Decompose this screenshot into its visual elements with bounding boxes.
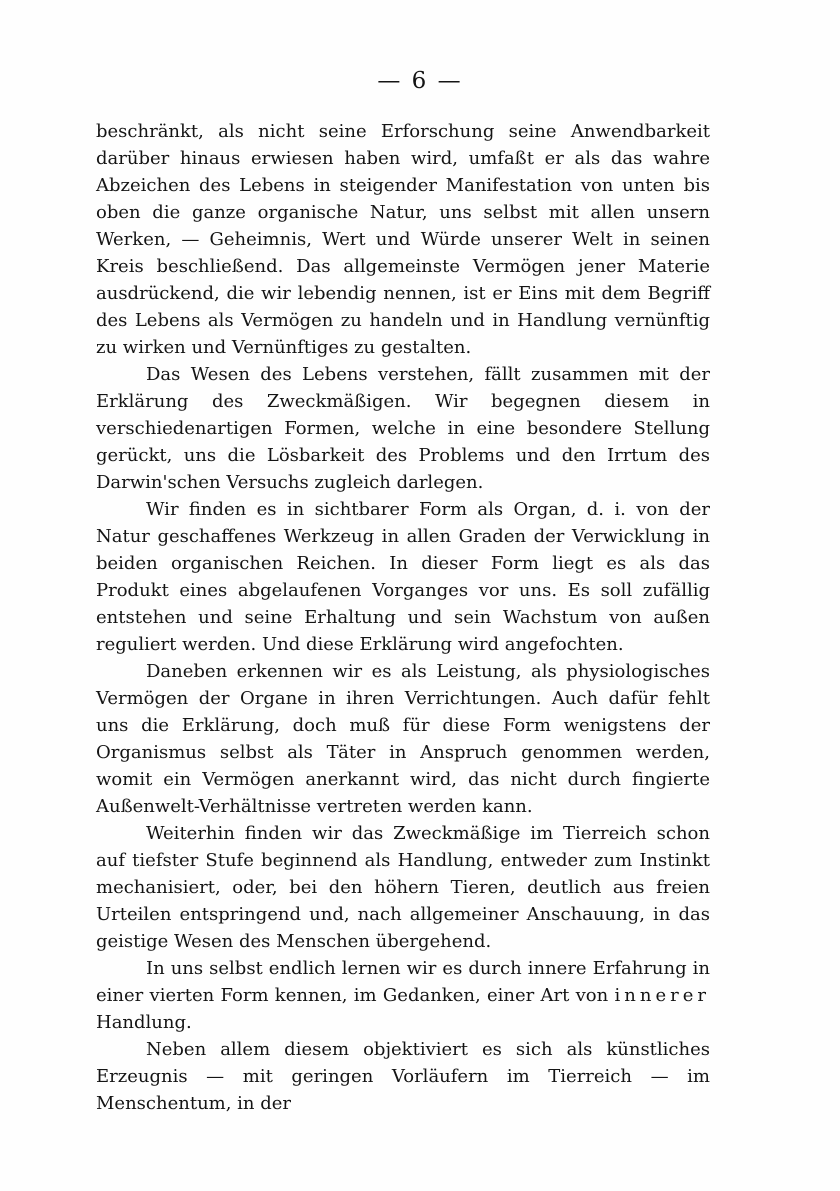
- paragraph-5: Weiterhin finden wir das Zweckmäßige im Tierreich schon auf tiefster Stufe beginnend als Handlung, entweder zum Instinkt mechanisiert, oder, bei den höhern Tieren, deutlich aus freien Urteilen entspringend und, nach allgemeiner Anschauung, in das geistige Wesen des Menschen übergehend.: [96, 823, 710, 952]
- paragraph-6-text-after: Handlung.: [96, 1012, 192, 1033]
- paragraph-6-text-before: In uns selbst endlich lernen wir es durch innere Erfahrung in einer vierten Form kennen, im Gedanken, einer Art von: [96, 958, 710, 1006]
- paragraph-3: Wir finden es in sichtbarer Form als Organ, d. i. von der Natur geschaffenes Werkzeug in allen Graden der Verwicklung in beiden organischen Reichen. In dieser Form liegt es als das Produkt eines abgelaufenen Vorganges vor uns. Es soll zufällig entstehen und seine Erhaltung und sein Wachstum von außen reguliert werden. Und diese Erklärung wird angefochten.: [96, 499, 710, 655]
- paragraph-6: [96, 955, 710, 1036]
- body-text: [96, 118, 710, 1117]
- paragraph-7: Neben allem diesem objektiviert es sich als künstliches Erzeugnis — mit geringen Vorläufern im Tierreich — im Menschentum, in der: [96, 1039, 710, 1114]
- page-number: — 6 —: [377, 68, 463, 94]
- emphasized-word: innerer: [614, 985, 710, 1006]
- paragraph-4: Daneben erkennen wir es als Leistung, als physiologisches Vermögen der Organe in ihren Verrichtungen. Auch dafür fehlt uns die Erklärung, doch muß für diese Form wenigstens der Organismus selbst als Täter in Anspruch genommen werden, womit ein Vermögen anerkannt wird, das nicht durch fingierte Außenwelt-Verhältnisse vertreten werden kann.: [96, 661, 710, 817]
- paragraph-1: beschränkt, als nicht seine Erforschung seine Anwendbarkeit darüber hinaus erwiesen haben wird, umfaßt er als das wahre Abzeichen des Lebens in steigender Manifestation von unten bis oben die ganze organische Natur, uns selbst mit allen unsern Werken, — Geheimnis, Wert und Würde unserer Welt in seinen Kreis beschließend. Das allgemeinste Vermögen jener Materie ausdrückend, die wir lebendig nennen, ist er Eins mit dem Begriff des Lebens als Vermögen zu handeln und in Handlung vernünftig zu wirken und Vernünftiges zu gestalten.: [96, 121, 710, 358]
- paragraph-2: Das Wesen des Lebens verstehen, fällt zusammen mit der Erklärung des Zweckmäßigen. Wir begegnen diesem in verschiedenartigen Formen, welche in eine besondere Stellung gerückt, uns die Lösbarkeit des Problems und den Irrtum des Darwin'schen Versuchs zugleich darlegen.: [96, 364, 710, 493]
